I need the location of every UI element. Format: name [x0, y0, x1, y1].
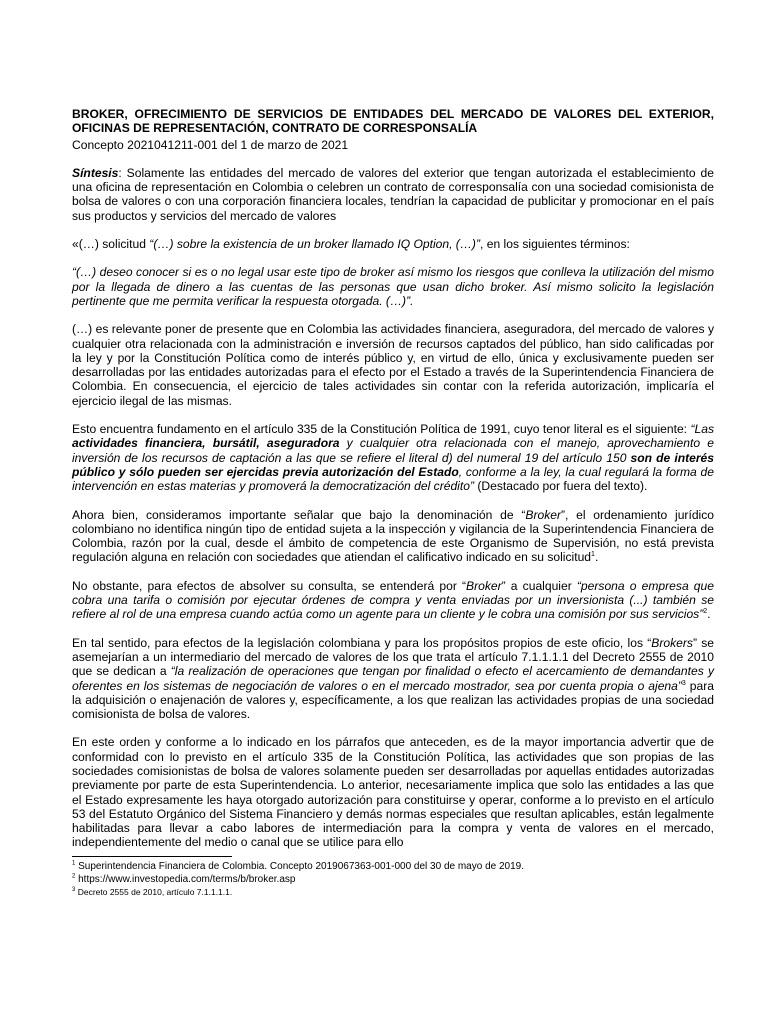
text-run: Broker	[466, 578, 502, 593]
quoted-question-paragraph: “(…) deseo conocer si es o no legal usar este tipo de broker así mismo los riesgos que conlleva la utilización del mismo por la llegada de dinero a las cuentas de las personas que usan dicho broker. Así mismo solicito la legislación pertinente que me permita verificar la respuesta otorgada. (…)”.	[72, 265, 714, 308]
footnote-number: 1	[72, 860, 76, 867]
broker-definition-paragraph	[72, 508, 714, 565]
emphasized-text: actividades financiera, bursátil, aseguradora	[72, 436, 340, 451]
text-run: En tal sentido, para efectos de la legislación colombiana y para los propósitos propios de este oficio, los “	[72, 635, 652, 650]
text-run: “Las	[690, 422, 714, 437]
text-run: .	[594, 550, 599, 565]
text-run: No obstante, para efectos de absolver su consulta, se entenderá por “	[72, 578, 467, 593]
footnote-text: Decreto 2555 de 2010, artículo 7.1.1.1.1.	[75, 886, 233, 897]
text-run: Ahora bien, consideramos importante señalar que bajo la denominación de “	[72, 507, 526, 522]
footnote-ref: 1	[591, 551, 595, 559]
quoted-definition: “persona o empresa que cobra una tarifa o comisión por ejecutar órdenes de compra y venta enviadas por un inversionista (...) también se refiere al rol de una empresa cuando actúa como un agente para un cliente y le cobra una comisión por sus servicios”	[72, 578, 714, 622]
public-interest-paragraph: (…) es relevante poner de presente que en Colombia las actividades financiera, aseguradora, del mercado de valores y cualquier otra relacionada con la administración e inversión de recursos captados del público, han sido calificadas por la ley y por la Constitución Política como de interés público y, en virtud de ello, única y exclusivamente pueden ser desarrolladas por las entidades autorizadas para el efecto por el Estado a través de la Superintendencia Financiera de Colombia. En consecuencia, el ejercicio de tales actividades sin contar con la referida autorización, implicaría el ejercicio ilegal de las mismas.	[72, 322, 714, 408]
footnote-3	[72, 886, 714, 899]
broker-meaning-paragraph	[72, 579, 714, 622]
request-paragraph	[72, 237, 714, 251]
text-run: ” se asemejarían a un intermediario del mercado de valores de los que trata el artículo 7.1.1.1.1 del Decreto 2555 de 2010 que se dedican a	[72, 635, 714, 679]
text-run: y cualquier otra relacionada con el manejo, aprovechamiento e inversión de los recursos de captación a las que se refiere el literal d) del numeral 19 del artículo 150	[72, 436, 714, 465]
quoted-decree: “la realización de operaciones que tengan por finalidad o efecto el acercamiento de demandantes y oferentes en los sistemas de negociación de valores o en el mercado mostrador, sea por cuenta propia o ajena”	[72, 664, 714, 693]
footnote-2	[72, 873, 714, 886]
document-title: BROKER, OFRECIMIENTO DE SERVICIOS DE ENTIDADES DEL MERCADO DE VALORES DEL EXTERIOR, OFICINAS DE REPRESENTACIÓN, CONTRATO DE CORRESPONSALÍA	[72, 107, 714, 136]
footnote-number: 2	[72, 873, 76, 880]
footnote-1	[72, 860, 714, 873]
text-run: , en los siguientes términos:	[480, 237, 630, 252]
footnote-text: Superintendencia Financiera de Colombia. Concepto 2019067363-001-000 del 30 de mayo de 2019.	[75, 860, 524, 872]
synthesis-text: : Solamente las entidades del mercado de valores del exterior que tengan autorizada el establecimiento de una oficina de representación en Colombia o celebren un contrato de corresponsalía con una sociedad comisionista de bolsa de valores o con una corporación financiera locales, tendrían la capacidad de publicitar y promocionar en el país sus productos y servicios del mercado de valores	[72, 165, 714, 223]
text-run: para la adquisición o enajenación de valores y, específicamente, a los que realizan las actividades propias de una sociedad comisionista de bolsa de valores.	[72, 678, 714, 722]
footnote-number: 3	[72, 886, 76, 893]
synthesis-paragraph	[72, 166, 714, 223]
text-run: , conforme a la ley, la cual regulará la forma de intervención en estas materias y promoverá la democratización del crédito”	[72, 464, 714, 494]
emphasized-text: son de interés público y sólo pueden ser ejercidas previa autorización del Estado	[72, 450, 714, 479]
text-run: «(…) solicitud	[72, 237, 150, 252]
footnote-divider	[72, 856, 232, 857]
synthesis-label: Síntesis	[72, 165, 119, 180]
text-run: (Destacado por fuera del texto).	[473, 479, 648, 494]
constitution-article-paragraph	[72, 422, 714, 493]
concept-reference: Concepto 2021041211-001 del 1 de marzo de 2021	[72, 137, 349, 152]
authorization-paragraph: En este orden y conforme a lo indicado en los párrafos que anteceden, es de la mayor importancia advertir que de conformidad con lo previsto en el artículo 335 de la Constitución Política, las actividades que son propias de las sociedades comisionistas de bolsa de valores solamente pueden ser desarrolladas por aquellas entidades autorizadas previamente por parte de esta Superintendencia. Lo anterior, necesariamente implica que solo las entidades a las que el Estado expresamente les haya otorgado autorización para constituirse y operar, conforme a lo previsto en el artículo 53 del Estatuto Orgánico del Sistema Financiero y demás normas especiales que resultan aplicables, están legalmente habilitadas para llevar a cabo labores de intermediación para la compra y venta de valores en el mercado, independientemente del medio o canal que se utilice para ello	[72, 735, 714, 850]
footnote-ref: 2	[703, 608, 708, 616]
intermediary-paragraph	[72, 636, 714, 722]
quoted-request: “(…) sobre la existencia de un broker llamado IQ Option, (…)”	[149, 237, 480, 252]
text-run: Broker	[525, 507, 561, 522]
text-run: .	[707, 607, 711, 622]
footnote-ref: 3	[681, 679, 686, 687]
text-run: ” a cualquier	[501, 578, 577, 593]
footnote-text: https://www.investopedia.com/terms/b/broker.asp	[75, 873, 296, 885]
text-run: Brokers	[651, 635, 693, 650]
text-run: Esto encuentra fundamento en el artículo 335 de la Constitución Política de 1991, cuyo tenor literal es el siguiente:	[72, 422, 691, 437]
text-run: ”, el ordenamiento jurídico colombiano no identifica ningún tipo de entidad sujeta a la inspección y vigilancia de la Superintendencia Financiera de Colombia, razón por la cual, desde el ámbito de competencia de este Organismo de Supervisión, no está prevista regulación alguna en relación con sociedades que atiendan el calificativo indicado en su solicitud	[72, 507, 715, 565]
